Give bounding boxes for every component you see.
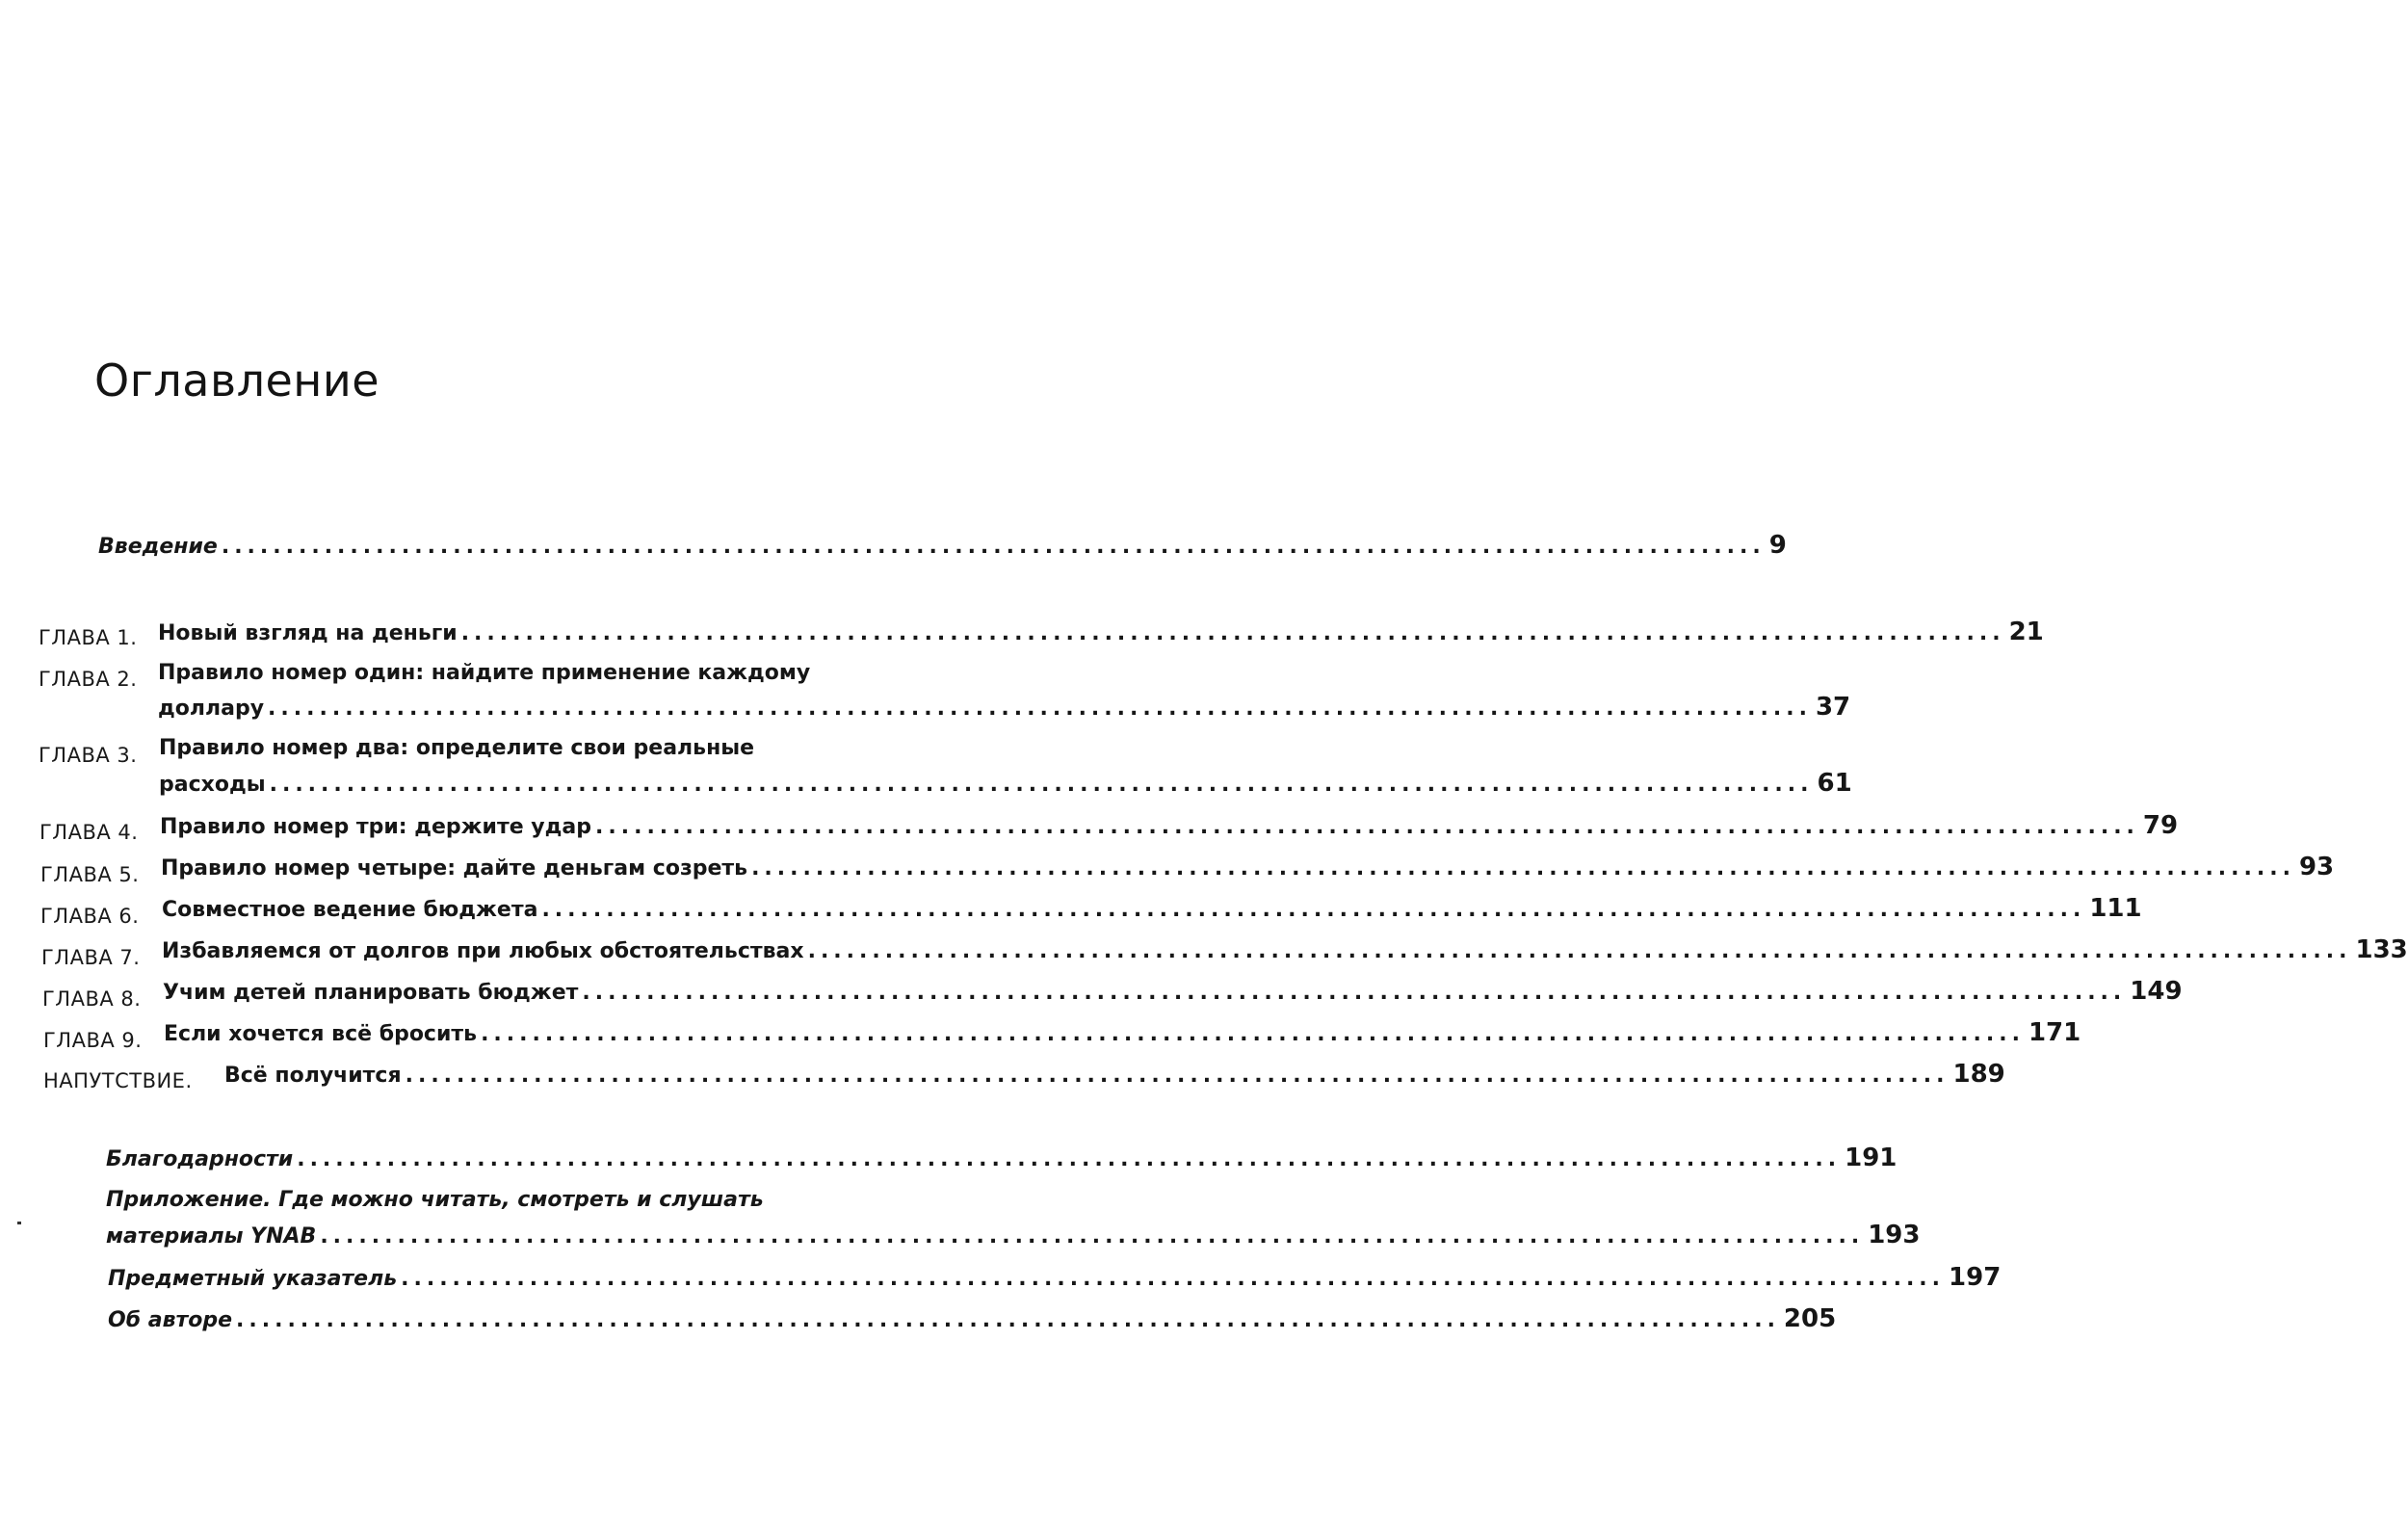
appendix-title-line1: Приложение. Где можно читать, смотреть и слушать — [106, 1188, 764, 1212]
chapter-2-title-line2: доллару — [158, 697, 265, 721]
index-page: 197 — [1949, 1263, 2002, 1292]
chapter-9-label: ГЛАВА 9. — [43, 1029, 143, 1052]
toc-entry-chapter-6[interactable] — [162, 894, 2142, 924]
appendix-page: 193 — [1868, 1221, 1921, 1249]
dot-leader: ........................................................................................................................ — [807, 939, 2352, 963]
chapter-3-title-line1: Правило номер два: определите свои реальные — [159, 736, 755, 760]
chapter-6-page: 111 — [2089, 894, 2142, 923]
toc-entry-chapter-7[interactable] — [162, 935, 2408, 965]
dot-leader: ........................................................................................................................ — [541, 898, 2086, 922]
chapter-4-title: Правило номер три: держите удар — [160, 815, 592, 839]
chapter-5-page: 93 — [2298, 853, 2335, 881]
chapter-9-page: 171 — [2028, 1018, 2081, 1047]
chapter-3-page: 61 — [1817, 769, 1852, 798]
toc-entry-chapter-2[interactable] — [158, 693, 1851, 723]
dot-leader: ........................................................................................................................ — [751, 856, 2295, 881]
intro-title: Введение — [98, 535, 218, 559]
toc-entry-intro[interactable] — [98, 531, 1787, 561]
toc-entry-chapter-1[interactable] — [158, 618, 2044, 647]
about-author-title: Об авторе — [108, 1308, 233, 1332]
afterword-title: Всё получится — [224, 1064, 402, 1088]
afterword-page: 189 — [1952, 1060, 2005, 1089]
chapter-7-page: 133 — [2355, 935, 2408, 964]
index-title: Предметный указатель — [108, 1267, 398, 1291]
acknowledgements-page: 191 — [1845, 1144, 1898, 1172]
chapter-8-title: Учим детей планировать бюджет — [163, 981, 579, 1005]
toc-entry-chapter-3[interactable] — [159, 769, 1852, 799]
acknowledgements-title: Благодарности — [106, 1147, 294, 1171]
dot-leader: ........................................................................................................................ — [405, 1064, 1950, 1088]
dot-leader: ........................................................................................................................ — [481, 1022, 2025, 1046]
afterword-label: НАПУТСТВИЕ. — [43, 1069, 193, 1092]
dot-leader: ........................................................................................................................ — [582, 981, 2127, 1005]
chapter-3-label: ГЛАВА 3. — [39, 744, 138, 767]
chapter-4-page: 79 — [2142, 811, 2179, 840]
dot-leader: ........................................................................................................................ — [269, 773, 1814, 797]
dot-leader: ........................................................................................................................ — [401, 1267, 1946, 1291]
chapter-2-title-line1: Правило номер один: найдите применение каждому — [158, 661, 811, 685]
chapter-5-title: Правило номер четыре: дайте деньгам созреть — [161, 856, 748, 881]
dot-leader: ........................................................................................................................ — [221, 535, 1766, 559]
chapter-8-page: 149 — [2130, 977, 2183, 1006]
toc-entry-index[interactable] — [108, 1263, 2002, 1293]
toc-entry-chapter-4[interactable] — [160, 811, 2179, 841]
chapter-1-title: Новый взгляд на деньги — [158, 621, 458, 645]
chapter-6-label: ГЛАВА 6. — [40, 905, 140, 928]
chapter-2-label: ГЛАВА 2. — [39, 668, 138, 691]
dot-leader: ........................................................................................................................ — [320, 1224, 1865, 1249]
toc-entry-afterword[interactable] — [224, 1060, 2005, 1090]
toc-entry-about-author[interactable] — [108, 1304, 1837, 1334]
chapter-9-title: Если хочется всё бросить — [164, 1022, 478, 1046]
toc-entry-acknowledgements[interactable] — [106, 1144, 1898, 1173]
scan-speck — [17, 1222, 21, 1224]
dot-leader: ........................................................................................................................ — [595, 815, 2139, 839]
intro-page: 9 — [1768, 531, 1787, 560]
chapter-8-label: ГЛАВА 8. — [42, 987, 142, 1011]
toc-entry-chapter-8[interactable] — [163, 977, 2183, 1007]
chapter-7-label: ГЛАВА 7. — [41, 946, 141, 969]
chapter-2-page: 37 — [1815, 693, 1851, 722]
dot-leader: ........................................................................................................................ — [297, 1147, 1842, 1171]
chapter-6-title: Совместное ведение бюджета — [162, 898, 538, 922]
dot-leader: ........................................................................................................................ — [460, 621, 2005, 645]
chapter-5-label: ГЛАВА 5. — [40, 863, 140, 886]
dot-leader: ........................................................................................................................ — [236, 1308, 1780, 1332]
dot-leader: ........................................................................................................................ — [268, 697, 1812, 721]
page-title: Оглавление — [94, 355, 380, 407]
toc-entry-appendix[interactable] — [106, 1221, 1921, 1250]
chapter-4-label: ГЛАВА 4. — [39, 821, 139, 844]
chapter-7-title: Избавляемся от долгов при любых обстоятельствах — [162, 939, 804, 963]
chapter-1-page: 21 — [2008, 618, 2044, 646]
about-author-page: 205 — [1783, 1304, 1837, 1333]
toc-entry-chapter-5[interactable] — [161, 853, 2335, 882]
chapter-3-title-line2: расходы — [159, 773, 266, 797]
chapter-1-label: ГЛАВА 1. — [39, 626, 138, 649]
appendix-title-line2: материалы YNAB — [106, 1224, 317, 1249]
toc-entry-chapter-9[interactable] — [164, 1018, 2081, 1048]
